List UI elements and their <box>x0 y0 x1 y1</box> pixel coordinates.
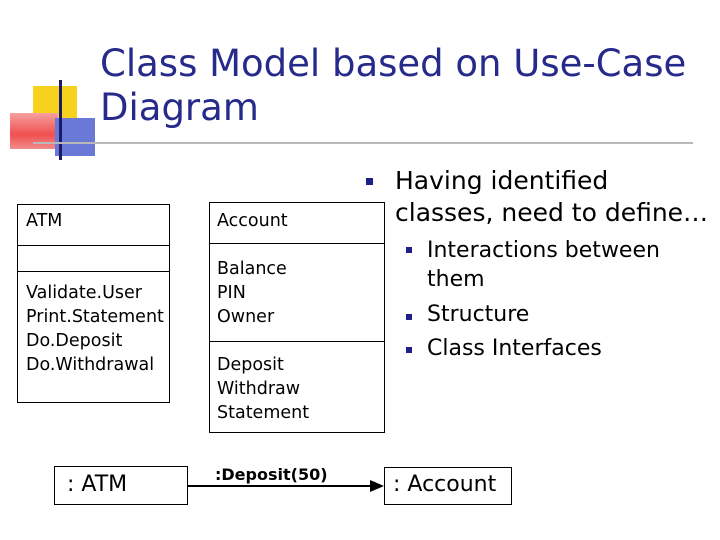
bullet-sub-2-marker <box>406 314 412 320</box>
bullet-sub-1-text: Interactions between them <box>427 238 660 292</box>
atm-class-box <box>17 204 170 403</box>
bullet-sub-3-marker <box>406 347 412 353</box>
account-class-divider-1 <box>210 243 384 244</box>
deposit-message-label: :Deposit(50) <box>215 465 328 484</box>
bullet-sub-1-marker <box>406 247 412 253</box>
account-class-box <box>209 202 385 433</box>
decor-vertical-line <box>59 80 62 160</box>
account-method-statement: Statement <box>217 403 310 423</box>
atm-object-label: : ATM <box>67 472 128 497</box>
account-object-box <box>384 467 512 505</box>
bullet-sub-2-text: Structure <box>427 302 530 327</box>
account-class-divider-2 <box>210 341 384 342</box>
atm-method-validate-user: Validate.User <box>26 283 142 303</box>
atm-object-box <box>54 466 188 505</box>
atm-class-divider-2 <box>18 271 169 272</box>
atm-class-divider-1 <box>18 245 169 246</box>
bullet-sub-3-text: Class Interfaces <box>427 336 602 361</box>
slide-title: Class Model based on Use-Case Diagram <box>100 42 687 129</box>
account-object-label: : Account <box>393 472 497 497</box>
title-underline <box>33 142 693 144</box>
atm-method-do-deposit: Do.Deposit <box>26 331 123 351</box>
account-class-name: Account <box>217 211 288 231</box>
atm-method-print-statement: Print.Statement <box>26 307 164 327</box>
account-method-withdraw: Withdraw <box>217 379 301 399</box>
account-attr-owner: Owner <box>217 307 275 327</box>
account-attr-balance: Balance <box>217 259 287 279</box>
bullet-main-text: Having identified classes, need to define… <box>395 166 709 227</box>
bullet-main-marker <box>366 178 373 185</box>
account-attr-pin: PIN <box>217 283 246 303</box>
account-method-deposit: Deposit <box>217 355 284 375</box>
atm-class-name: ATM <box>26 211 63 231</box>
atm-method-do-withdrawal: Do.Withdrawal <box>26 355 155 375</box>
